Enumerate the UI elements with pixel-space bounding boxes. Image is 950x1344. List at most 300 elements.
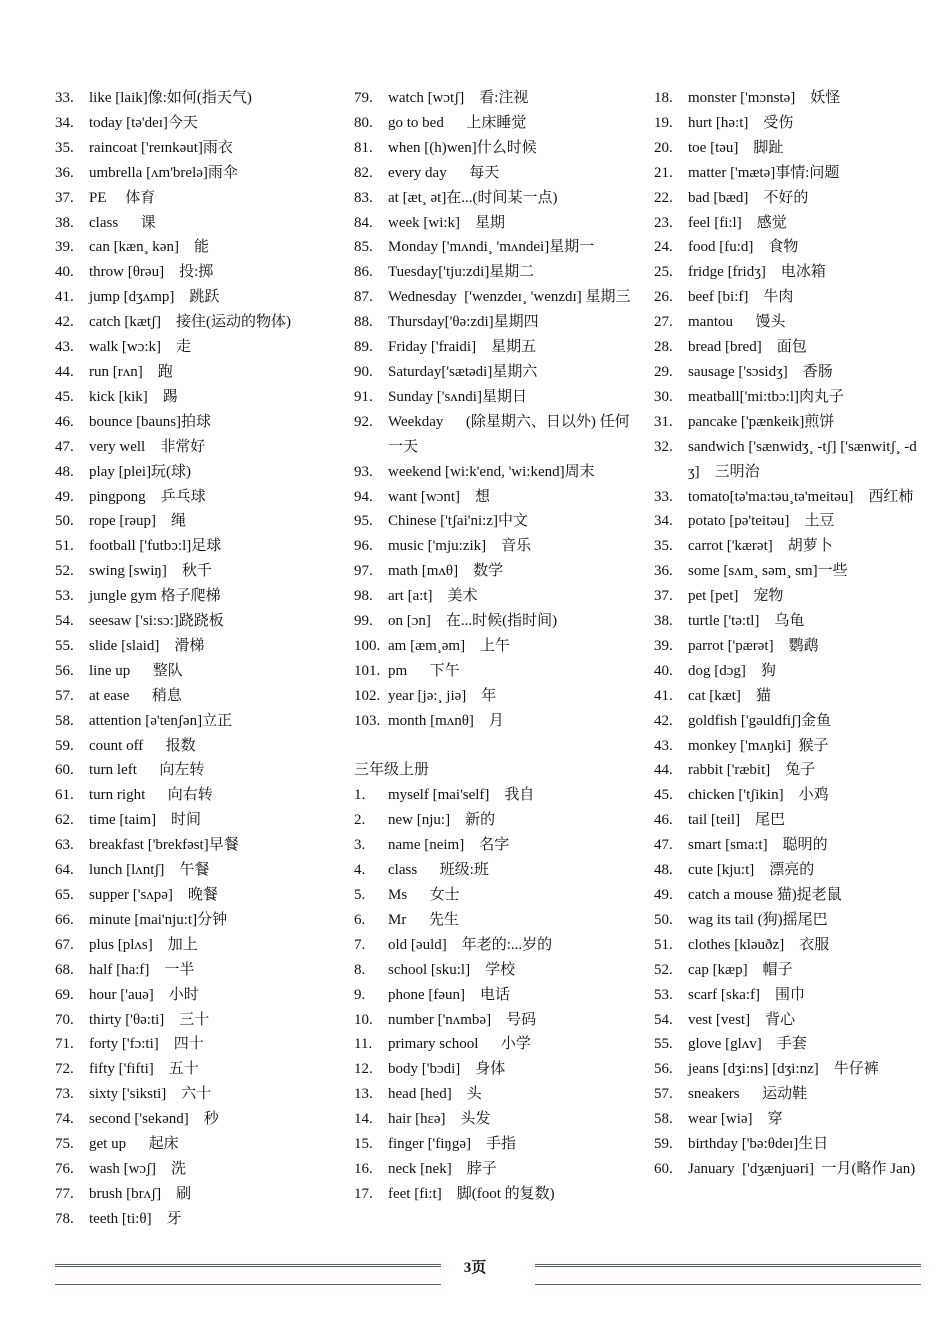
entry-text: Monday ['mʌndi¸ 'mʌndei]星期一	[388, 239, 595, 256]
page-footer	[0, 1252, 950, 1302]
entry-text: at ease 稍息	[89, 687, 182, 704]
entry-number: 82.	[354, 164, 373, 181]
entry-text: math [mʌθ] 数学	[388, 563, 504, 580]
vocab-entry	[354, 211, 634, 236]
entry-text: bread [bred] 面包	[688, 339, 807, 356]
vocab-entry	[354, 111, 634, 136]
vocab-entry	[654, 1107, 922, 1132]
entry-text: jungle gym 格子爬梯	[89, 588, 221, 605]
vocab-entry	[654, 260, 922, 285]
vocab-entry	[654, 1057, 922, 1082]
entry-number: 29.	[654, 363, 673, 380]
vocab-entry	[55, 161, 335, 186]
entry-text: Weekday (除星期六、日以外) 任何一天	[388, 413, 630, 455]
entry-text: tomato[tə'ma:təu¸tə'meitəu] 西红柿	[688, 488, 914, 505]
vocab-entry	[55, 1207, 335, 1232]
vocab-entry	[354, 833, 634, 858]
entry-text: new [nju:] 新的	[388, 812, 496, 829]
entry-text: minute [mai'nju:t]分钟	[89, 911, 228, 928]
entry-number: 43.	[654, 737, 673, 754]
vocab-entry	[654, 186, 922, 211]
entry-text: Tuesday['tju:zdi]星期二	[388, 264, 535, 281]
entry-number: 40.	[55, 264, 74, 281]
entry-number: 71.	[55, 1036, 74, 1053]
vocab-entry	[354, 1057, 634, 1082]
entry-text: clothes [kləuðz] 衣服	[688, 936, 830, 953]
entry-text: finger ['fiŋgə] 手指	[388, 1136, 516, 1153]
entry-number: 13.	[354, 1086, 373, 1103]
vocab-entry	[654, 534, 922, 559]
vocab-entry	[654, 1082, 922, 1107]
vocab-entry	[55, 385, 335, 410]
footer-rule-left-bottom	[55, 1284, 441, 1285]
entry-text: Wednesday ['wenzdeɪ¸ 'wenzdɪ] 星期三	[388, 289, 631, 306]
vocab-column-2	[354, 86, 634, 1207]
entry-number: 11.	[354, 1036, 373, 1053]
entry-number: 46.	[55, 413, 74, 430]
entry-text: wag its tail (狗)摇尾巴	[688, 911, 828, 928]
entry-number: 20.	[654, 139, 673, 156]
vocab-entry	[354, 534, 634, 559]
vocab-entry	[654, 684, 922, 709]
vocab-entry	[654, 410, 922, 435]
entry-number: 43.	[55, 339, 74, 356]
entry-text: when [(h)wen]什么时候	[388, 139, 537, 156]
entry-number: 35.	[654, 538, 673, 555]
entry-number: 45.	[55, 388, 74, 405]
vocab-entry	[354, 1182, 634, 1207]
vocab-entry	[55, 1057, 335, 1082]
entry-number: 50.	[55, 513, 74, 530]
entry-text: half [ha:f] 一半	[89, 961, 195, 978]
entry-text: pingpong 乒乓球	[89, 488, 206, 505]
entry-text: forty ['fɔ:ti] 四十	[89, 1036, 204, 1053]
vocab-entry	[55, 86, 335, 111]
entry-text: every day 每天	[388, 164, 500, 181]
vocab-list-grade3-part1	[354, 783, 634, 1206]
entry-text: turn left 向左转	[89, 762, 205, 779]
vocab-entry	[55, 285, 335, 310]
vocab-entry	[354, 684, 634, 709]
vocab-entry	[55, 435, 335, 460]
entry-number: 33.	[55, 90, 74, 106]
entry-text: time [taim] 时间	[89, 812, 202, 829]
entry-number: 37.	[654, 588, 673, 605]
entry-number: 40.	[654, 662, 673, 679]
entry-text: Thursday['θə:zdi]星期四	[388, 314, 539, 331]
entry-number: 12.	[354, 1061, 373, 1078]
entry-text: feet [fi:t] 脚(foot 的复数)	[388, 1185, 555, 1202]
entry-text: jump [dʒʌmp] 跳跃	[89, 289, 220, 306]
entry-number: 88.	[354, 314, 373, 331]
vocab-entry	[354, 709, 634, 734]
entry-number: 85.	[354, 239, 373, 256]
vocab-entry	[55, 1107, 335, 1132]
vocab-entry	[354, 559, 634, 584]
entry-number: 66.	[55, 911, 74, 928]
entry-number: 46.	[654, 812, 673, 829]
entry-number: 36.	[55, 164, 74, 181]
entry-text: teeth [ti:θ] 牙	[89, 1210, 182, 1227]
entry-text: potato [pə'teitəu] 土豆	[688, 513, 835, 530]
entry-number: 72.	[55, 1061, 74, 1078]
entry-text: at [æt¸ ət]在...(时间某一点)	[388, 189, 558, 206]
entry-text: year [jə:¸ jiə] 年	[388, 687, 497, 704]
entry-number: 28.	[654, 339, 673, 356]
vocab-entry	[654, 310, 922, 335]
entry-number: 57.	[55, 687, 74, 704]
section-spacer	[354, 734, 634, 759]
entry-text: count off 报数	[89, 737, 196, 754]
entry-text: Mr 先生	[388, 911, 459, 928]
entry-number: 44.	[654, 762, 673, 779]
vocab-entry	[354, 410, 634, 460]
entry-number: 25.	[654, 264, 673, 281]
entry-number: 42.	[654, 712, 673, 729]
entry-number: 69.	[55, 986, 74, 1003]
entry-number: 36.	[654, 563, 673, 580]
vocab-entry	[654, 808, 922, 833]
entry-text: toe [təu] 脚趾	[688, 139, 784, 156]
vocab-entry	[55, 410, 335, 435]
vocab-entry	[354, 659, 634, 684]
entry-text: on [ɔn] 在...时候(指时间)	[388, 613, 558, 630]
footer-rule-right-bottom	[535, 1284, 921, 1285]
vocab-entry	[354, 335, 634, 360]
entry-text: Ms 女士	[388, 886, 460, 903]
entry-text: primary school 小学	[388, 1036, 531, 1053]
entry-text: catch [kætʃ] 接住(运动的物体)	[89, 314, 292, 331]
vocab-list-part-1	[354, 86, 634, 734]
vocab-entry	[55, 136, 335, 161]
entry-number: 59.	[654, 1136, 673, 1153]
entry-number: 57.	[654, 1086, 673, 1103]
vocab-entry	[55, 659, 335, 684]
vocab-entry	[654, 734, 922, 759]
entry-text: goldfish ['gəuldfiʃ]金鱼	[688, 712, 832, 729]
vocab-entry	[654, 858, 922, 883]
entry-number: 84.	[354, 214, 373, 231]
vocab-entry	[55, 1157, 335, 1182]
entry-number: 54.	[55, 613, 74, 630]
entry-number: 79.	[354, 90, 373, 106]
vocab-entry	[55, 559, 335, 584]
entry-number: 18.	[654, 90, 673, 106]
vocab-column-3	[654, 86, 922, 1182]
vocab-entry	[354, 86, 634, 111]
vocab-entry	[55, 485, 335, 510]
entry-text: rabbit ['ræbit] 兔子	[688, 762, 816, 779]
vocab-entry	[654, 634, 922, 659]
vocab-entry	[654, 509, 922, 534]
entry-text: go to bed 上床睡觉	[388, 114, 527, 131]
entry-text: number ['nʌmbə] 号码	[388, 1011, 537, 1028]
entry-number: 48.	[55, 463, 74, 480]
entry-number: 35.	[55, 139, 74, 156]
entry-text: sausage ['sɔsidʒ] 香肠	[688, 363, 833, 380]
entry-number: 41.	[55, 289, 74, 306]
entry-text: swing [swiŋ] 秋千	[89, 563, 212, 580]
vocab-entry	[354, 360, 634, 385]
vocab-entry	[354, 285, 634, 310]
vocab-entry	[354, 1082, 634, 1107]
vocab-entry	[55, 883, 335, 908]
vocab-entry	[654, 1008, 922, 1033]
entry-text: class 课	[89, 214, 156, 231]
entry-text: like [laik]像:如何(指天气)	[89, 90, 252, 106]
vocab-entry	[654, 485, 922, 510]
entry-text: phone [fəun] 电话	[388, 986, 511, 1003]
entry-number: 65.	[55, 887, 74, 903]
entry-text: Saturday['sætədi]星期六	[388, 363, 538, 380]
entry-text: lunch [lʌntʃ] 午餐	[89, 862, 210, 879]
entry-number: 81.	[354, 139, 373, 156]
entry-number: 10.	[354, 1011, 373, 1028]
vocab-entry	[354, 260, 634, 285]
entry-text: bounce [bauns]拍球	[89, 413, 212, 430]
entry-text: hour ['auə] 小时	[89, 986, 199, 1003]
entry-number: 44.	[55, 363, 74, 380]
vocab-entry	[55, 933, 335, 958]
entry-number: 76.	[55, 1160, 74, 1177]
entry-text: jeans [dʒi:ns] [dʒi:nz] 牛仔裤	[688, 1061, 879, 1078]
entry-number: 49.	[654, 887, 673, 903]
section-heading: 三年级上册	[354, 762, 430, 779]
entry-number: 39.	[55, 239, 74, 256]
entry-text: supper ['sʌpə] 晚餐	[89, 887, 218, 903]
entry-number: 38.	[55, 214, 74, 231]
entry-text: brush [brʌʃ] 刷	[89, 1185, 192, 1202]
entry-text: smart [sma:t] 聪明的	[688, 837, 828, 854]
entry-number: 51.	[654, 936, 673, 953]
entry-number: 7.	[354, 936, 366, 953]
entry-number: 93.	[354, 463, 373, 480]
entry-number: 53.	[654, 986, 673, 1003]
entry-text: cat [kæt] 猫	[688, 687, 771, 704]
vocab-entry	[654, 86, 922, 111]
entry-text: cap [kæp] 帽子	[688, 961, 793, 978]
entry-number: 99.	[354, 613, 373, 630]
entry-number: 100.	[354, 637, 381, 654]
vocab-entry	[354, 186, 634, 211]
entry-number: 5.	[354, 886, 366, 903]
entry-number: 48.	[654, 862, 673, 879]
entry-text: head [hed] 头	[388, 1086, 482, 1103]
vocab-entry	[354, 460, 634, 485]
entry-number: 96.	[354, 538, 373, 555]
vocab-entry	[55, 360, 335, 385]
entry-number: 90.	[354, 363, 373, 380]
entry-number: 4.	[354, 862, 366, 879]
vocab-entry	[654, 933, 922, 958]
entry-text: food [fu:d] 食物	[688, 239, 799, 256]
entry-number: 58.	[55, 712, 74, 729]
vocab-entry	[654, 435, 922, 485]
entry-text: wear [wiə] 穿	[688, 1111, 783, 1128]
entry-text: monster ['mɔnstə] 妖怪	[688, 90, 841, 106]
entry-text: bad [bæd] 不好的	[688, 189, 809, 206]
vocab-entry	[354, 808, 634, 833]
vocab-entry	[654, 908, 922, 933]
entry-number: 41.	[654, 687, 673, 704]
entry-text: matter ['mætə]事情:问题	[688, 164, 840, 181]
entry-text: class 班级:班	[388, 862, 489, 879]
entry-number: 97.	[354, 563, 373, 580]
vocab-entry	[354, 161, 634, 186]
vocab-entry	[354, 310, 634, 335]
entry-number: 52.	[55, 563, 74, 580]
entry-text: slide [slaid] 滑梯	[89, 637, 205, 654]
entry-number: 63.	[55, 837, 74, 854]
entry-text: art [a:t] 美术	[388, 588, 478, 605]
entry-number: 77.	[55, 1185, 74, 1202]
entry-number: 19.	[654, 114, 673, 131]
entry-text: feel [fi:l] 感觉	[688, 214, 787, 231]
entry-number: 59.	[55, 737, 74, 754]
entry-number: 89.	[354, 339, 373, 356]
vocab-entry	[55, 958, 335, 983]
entry-number: 9.	[354, 986, 366, 1003]
vocab-entry	[55, 509, 335, 534]
entry-text: turn right 向右转	[89, 787, 213, 804]
entry-text: scarf [ska:f] 围巾	[688, 986, 806, 1003]
vocab-entry	[354, 958, 634, 983]
entry-number: 75.	[55, 1136, 74, 1153]
entry-number: 67.	[55, 936, 74, 953]
entry-number: 2.	[354, 812, 366, 829]
entry-text: breakfast ['brekfəst]早餐	[89, 837, 239, 854]
entry-number: 94.	[354, 488, 373, 505]
entry-text: attention [ə'tenʃən]立正	[89, 712, 233, 729]
entry-number: 95.	[354, 513, 373, 530]
entry-number: 78.	[55, 1210, 74, 1227]
vocab-entry	[55, 783, 335, 808]
entry-text: chicken ['tʃikin] 小鸡	[688, 787, 829, 804]
vocab-entry	[354, 509, 634, 534]
entry-number: 56.	[654, 1061, 673, 1078]
entry-text: mantou 馒头	[688, 314, 786, 331]
vocab-entry	[354, 584, 634, 609]
entry-text: meatball['mi:tbɔ:l]肉丸子	[688, 388, 844, 405]
vocab-entry	[354, 933, 634, 958]
entry-number: 68.	[55, 961, 74, 978]
entry-text: catch a mouse 猫)捉老鼠	[688, 887, 842, 903]
footer-rule-right-top	[535, 1264, 921, 1267]
entry-number: 55.	[55, 637, 74, 654]
entry-text: watch [wɔtʃ] 看:注视	[388, 90, 529, 106]
entry-number: 92.	[354, 413, 373, 430]
entry-text: want [wɔnt] 想	[388, 488, 491, 505]
vocab-entry	[55, 211, 335, 236]
entry-text: seesaw ['si:sɔ:]跷跷板	[89, 613, 224, 630]
vocab-entry	[354, 1032, 634, 1057]
vocab-entry	[654, 883, 922, 908]
vocab-entry	[55, 908, 335, 933]
entry-number: 24.	[654, 239, 673, 256]
vocab-entry	[354, 1008, 634, 1033]
vocab-entry	[55, 858, 335, 883]
entry-text: fridge [fridʒ] 电冰箱	[688, 264, 826, 281]
entry-text: vest [vest] 背心	[688, 1011, 796, 1028]
vocab-entry	[55, 235, 335, 260]
entry-number: 74.	[55, 1111, 74, 1128]
entry-number: 33.	[654, 488, 673, 505]
vocab-entry	[55, 833, 335, 858]
entry-text: umbrella [ʌm'brelə]雨伞	[89, 164, 238, 181]
entry-number: 3.	[354, 837, 366, 854]
vocab-entry	[654, 335, 922, 360]
entry-text: plus [plʌs] 加上	[89, 936, 198, 953]
vocab-entry	[55, 734, 335, 759]
entry-text: get up 起床	[89, 1136, 179, 1153]
entry-number: 37.	[55, 189, 74, 206]
entry-text: walk [wɔ:k] 走	[89, 339, 192, 356]
entry-number: 58.	[654, 1111, 673, 1128]
vocab-entry	[55, 1132, 335, 1157]
vocab-entry	[654, 385, 922, 410]
entry-text: school [sku:l] 学校	[388, 961, 516, 978]
entry-number: 15.	[354, 1136, 373, 1153]
vocab-entry	[354, 136, 634, 161]
vocab-entry	[354, 485, 634, 510]
entry-text: beef [bi:f] 牛肉	[688, 289, 794, 306]
vocab-entry	[654, 833, 922, 858]
entry-number: 103.	[354, 712, 381, 729]
vocab-entry	[55, 1008, 335, 1033]
entry-text: throw [θrəu] 投:掷	[89, 264, 214, 281]
vocab-entry	[654, 983, 922, 1008]
vocab-entry	[55, 310, 335, 335]
entry-number: 32.	[654, 438, 673, 455]
entry-text: hurt [hə:t] 受伤	[688, 114, 794, 131]
vocab-entry	[55, 460, 335, 485]
vocab-entry	[55, 1182, 335, 1207]
entry-text: raincoat ['reɪnkəut]雨衣	[89, 139, 233, 156]
entry-number: 27.	[654, 314, 673, 331]
vocab-entry	[55, 584, 335, 609]
entry-number: 23.	[654, 214, 673, 231]
entry-text: pancake ['pænkeik]煎饼	[688, 413, 835, 430]
entry-number: 6.	[354, 911, 366, 928]
entry-text: monkey ['mʌŋki] 猴子	[688, 737, 829, 754]
entry-text: rope [rəup] 绳	[89, 513, 187, 530]
vocab-column-1	[55, 86, 335, 1232]
page-number: 3页	[463, 1260, 487, 1276]
entry-text: pet [pet] 宠物	[688, 588, 784, 605]
entry-number: 38.	[654, 613, 673, 630]
entry-text: sixty ['siksti] 六十	[89, 1086, 212, 1103]
entry-text: hair [hεə] 头发	[388, 1111, 491, 1128]
entry-number: 55.	[654, 1036, 673, 1053]
vocab-entry	[654, 285, 922, 310]
entry-number: 73.	[55, 1086, 74, 1103]
entry-number: 98.	[354, 588, 373, 605]
entry-number: 51.	[55, 538, 74, 555]
vocab-entry	[654, 1132, 922, 1157]
vocab-entry	[654, 235, 922, 260]
vocab-entry	[654, 136, 922, 161]
vocab-entry	[354, 609, 634, 634]
entry-number: 16.	[354, 1160, 373, 1177]
vocab-entry	[354, 634, 634, 659]
vocab-entry	[55, 609, 335, 634]
entry-text: pm 下午	[388, 662, 460, 679]
vocab-entry	[55, 983, 335, 1008]
entry-text: sneakers 运动鞋	[688, 1086, 808, 1103]
footer-rule-left-top	[55, 1264, 441, 1267]
vocab-entry	[354, 783, 634, 808]
vocab-entry	[354, 1157, 634, 1182]
